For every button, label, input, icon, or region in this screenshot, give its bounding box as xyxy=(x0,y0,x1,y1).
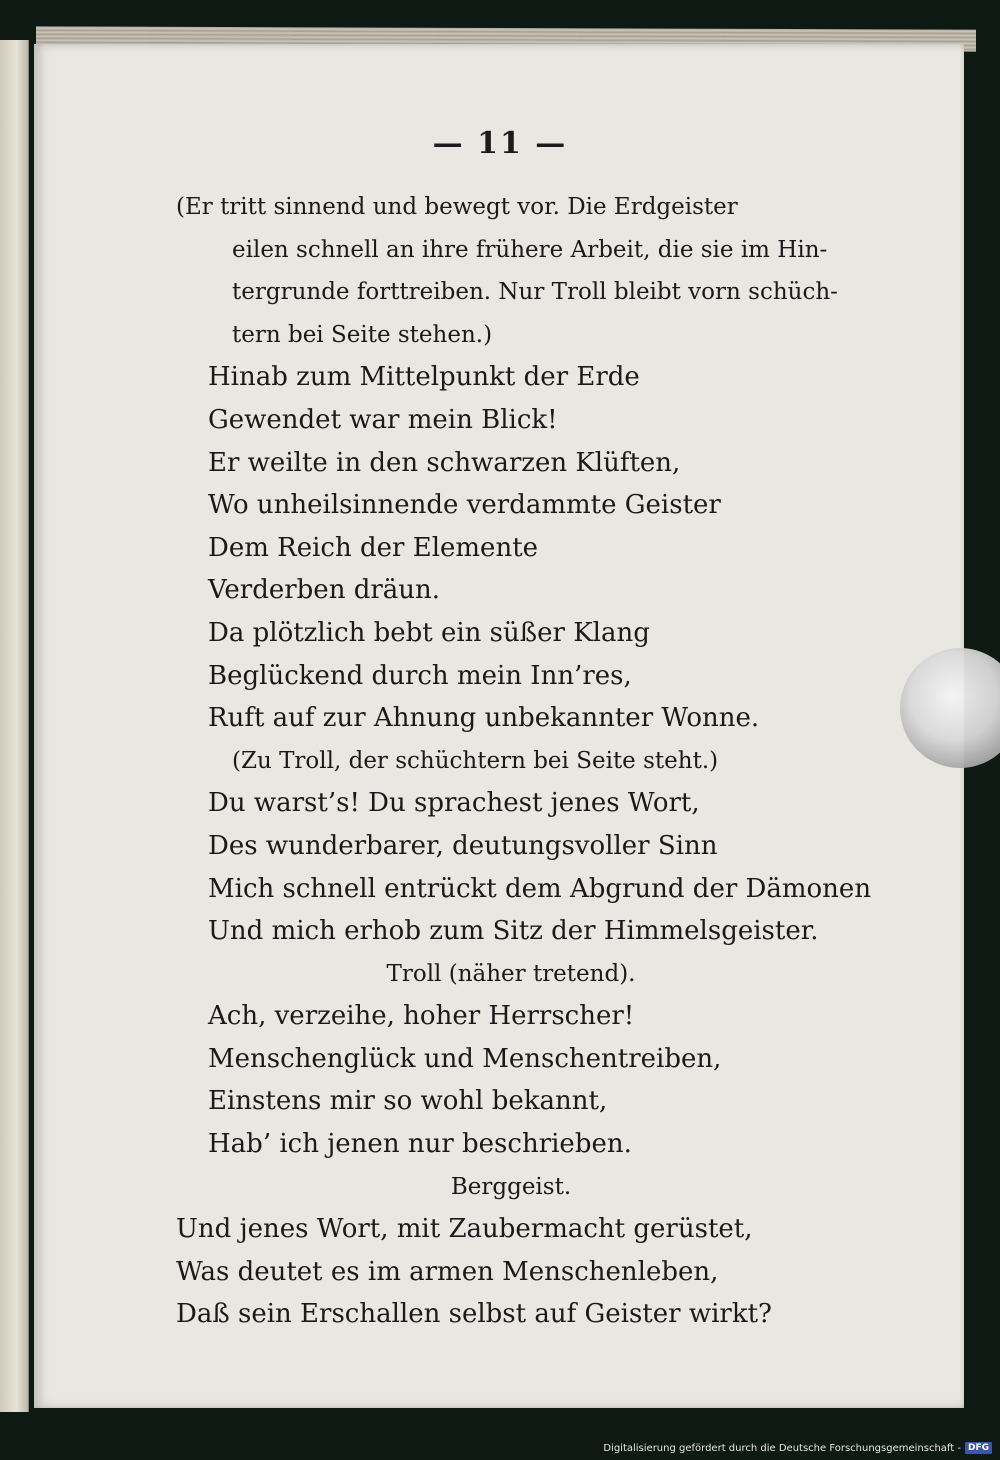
text-line: tergrunde forttreiben. Nur Troll bleibt vorn schüch- xyxy=(232,279,838,306)
text-line: Daß sein Erschallen selbst auf Geister wirkt? xyxy=(176,1299,772,1330)
text-line: Mich schnell entrückt dem Abgrund der Dämonen xyxy=(208,873,872,904)
text-line: Beglückend durch mein Inn’res, xyxy=(208,660,632,691)
dfg-logo: DFG xyxy=(965,1442,992,1454)
text-line: Wo unheilsinnende verdammte Geister xyxy=(208,490,721,521)
text-line: Des wunderbarer, deutungsvoller Sinn xyxy=(208,830,718,861)
text-line: Was deutet es im armen Menschenleben, xyxy=(176,1256,719,1287)
text-line: Berggeist. xyxy=(450,1173,572,1200)
footer-credit: Digitalisierung gefördert durch die Deutsche Forschungsgemeinschaft - xyxy=(603,1442,961,1454)
footer xyxy=(603,1442,992,1454)
text-line: Ach, verzeihe, hoher Herrscher! xyxy=(208,1001,635,1032)
text-line: Und jenes Wort, mit Zaubermacht gerüstet, xyxy=(176,1214,753,1245)
text-line: Hab’ ich jenen nur beschrieben. xyxy=(208,1129,632,1160)
text-line: eilen schnell an ihre frühere Arbeit, die sie im Hin- xyxy=(232,236,828,263)
text-line: Einstens mir so wohl bekannt, xyxy=(208,1086,608,1117)
left-page-edge xyxy=(0,40,29,1412)
text-line: Menschenglück und Menschentreiben, xyxy=(208,1043,722,1074)
text-line: Er weilte in den schwarzen Klüften, xyxy=(208,447,681,478)
text-line: Da plötzlich bebt ein süßer Klang xyxy=(208,617,650,648)
text-line: Du warst’s! Du sprachest jenes Wort, xyxy=(208,788,700,819)
text-line: Und mich erhob zum Sitz der Himmelsgeister. xyxy=(208,916,819,947)
text-line: Hinab zum Mittelpunkt der Erde xyxy=(208,362,640,393)
text-line: tern bei Seite stehen.) xyxy=(232,321,493,348)
text-line: (Er tritt sinnend und bewegt vor. Die Erdgeister xyxy=(176,194,738,220)
text-line: (Zu Troll, der schüchtern bei Seite steht.) xyxy=(232,747,719,774)
text-block xyxy=(176,186,872,1336)
text-line: Dem Reich der Elemente xyxy=(208,532,539,563)
page-number: — 11 — xyxy=(432,126,568,161)
text-line: Ruft auf zur Ahnung unbekannter Wonne. xyxy=(208,703,760,734)
text-line: Verderben dräun. xyxy=(208,575,441,606)
text-line: Troll (näher tretend). xyxy=(386,960,636,987)
text-line: Gewendet war mein Blick! xyxy=(208,404,558,435)
